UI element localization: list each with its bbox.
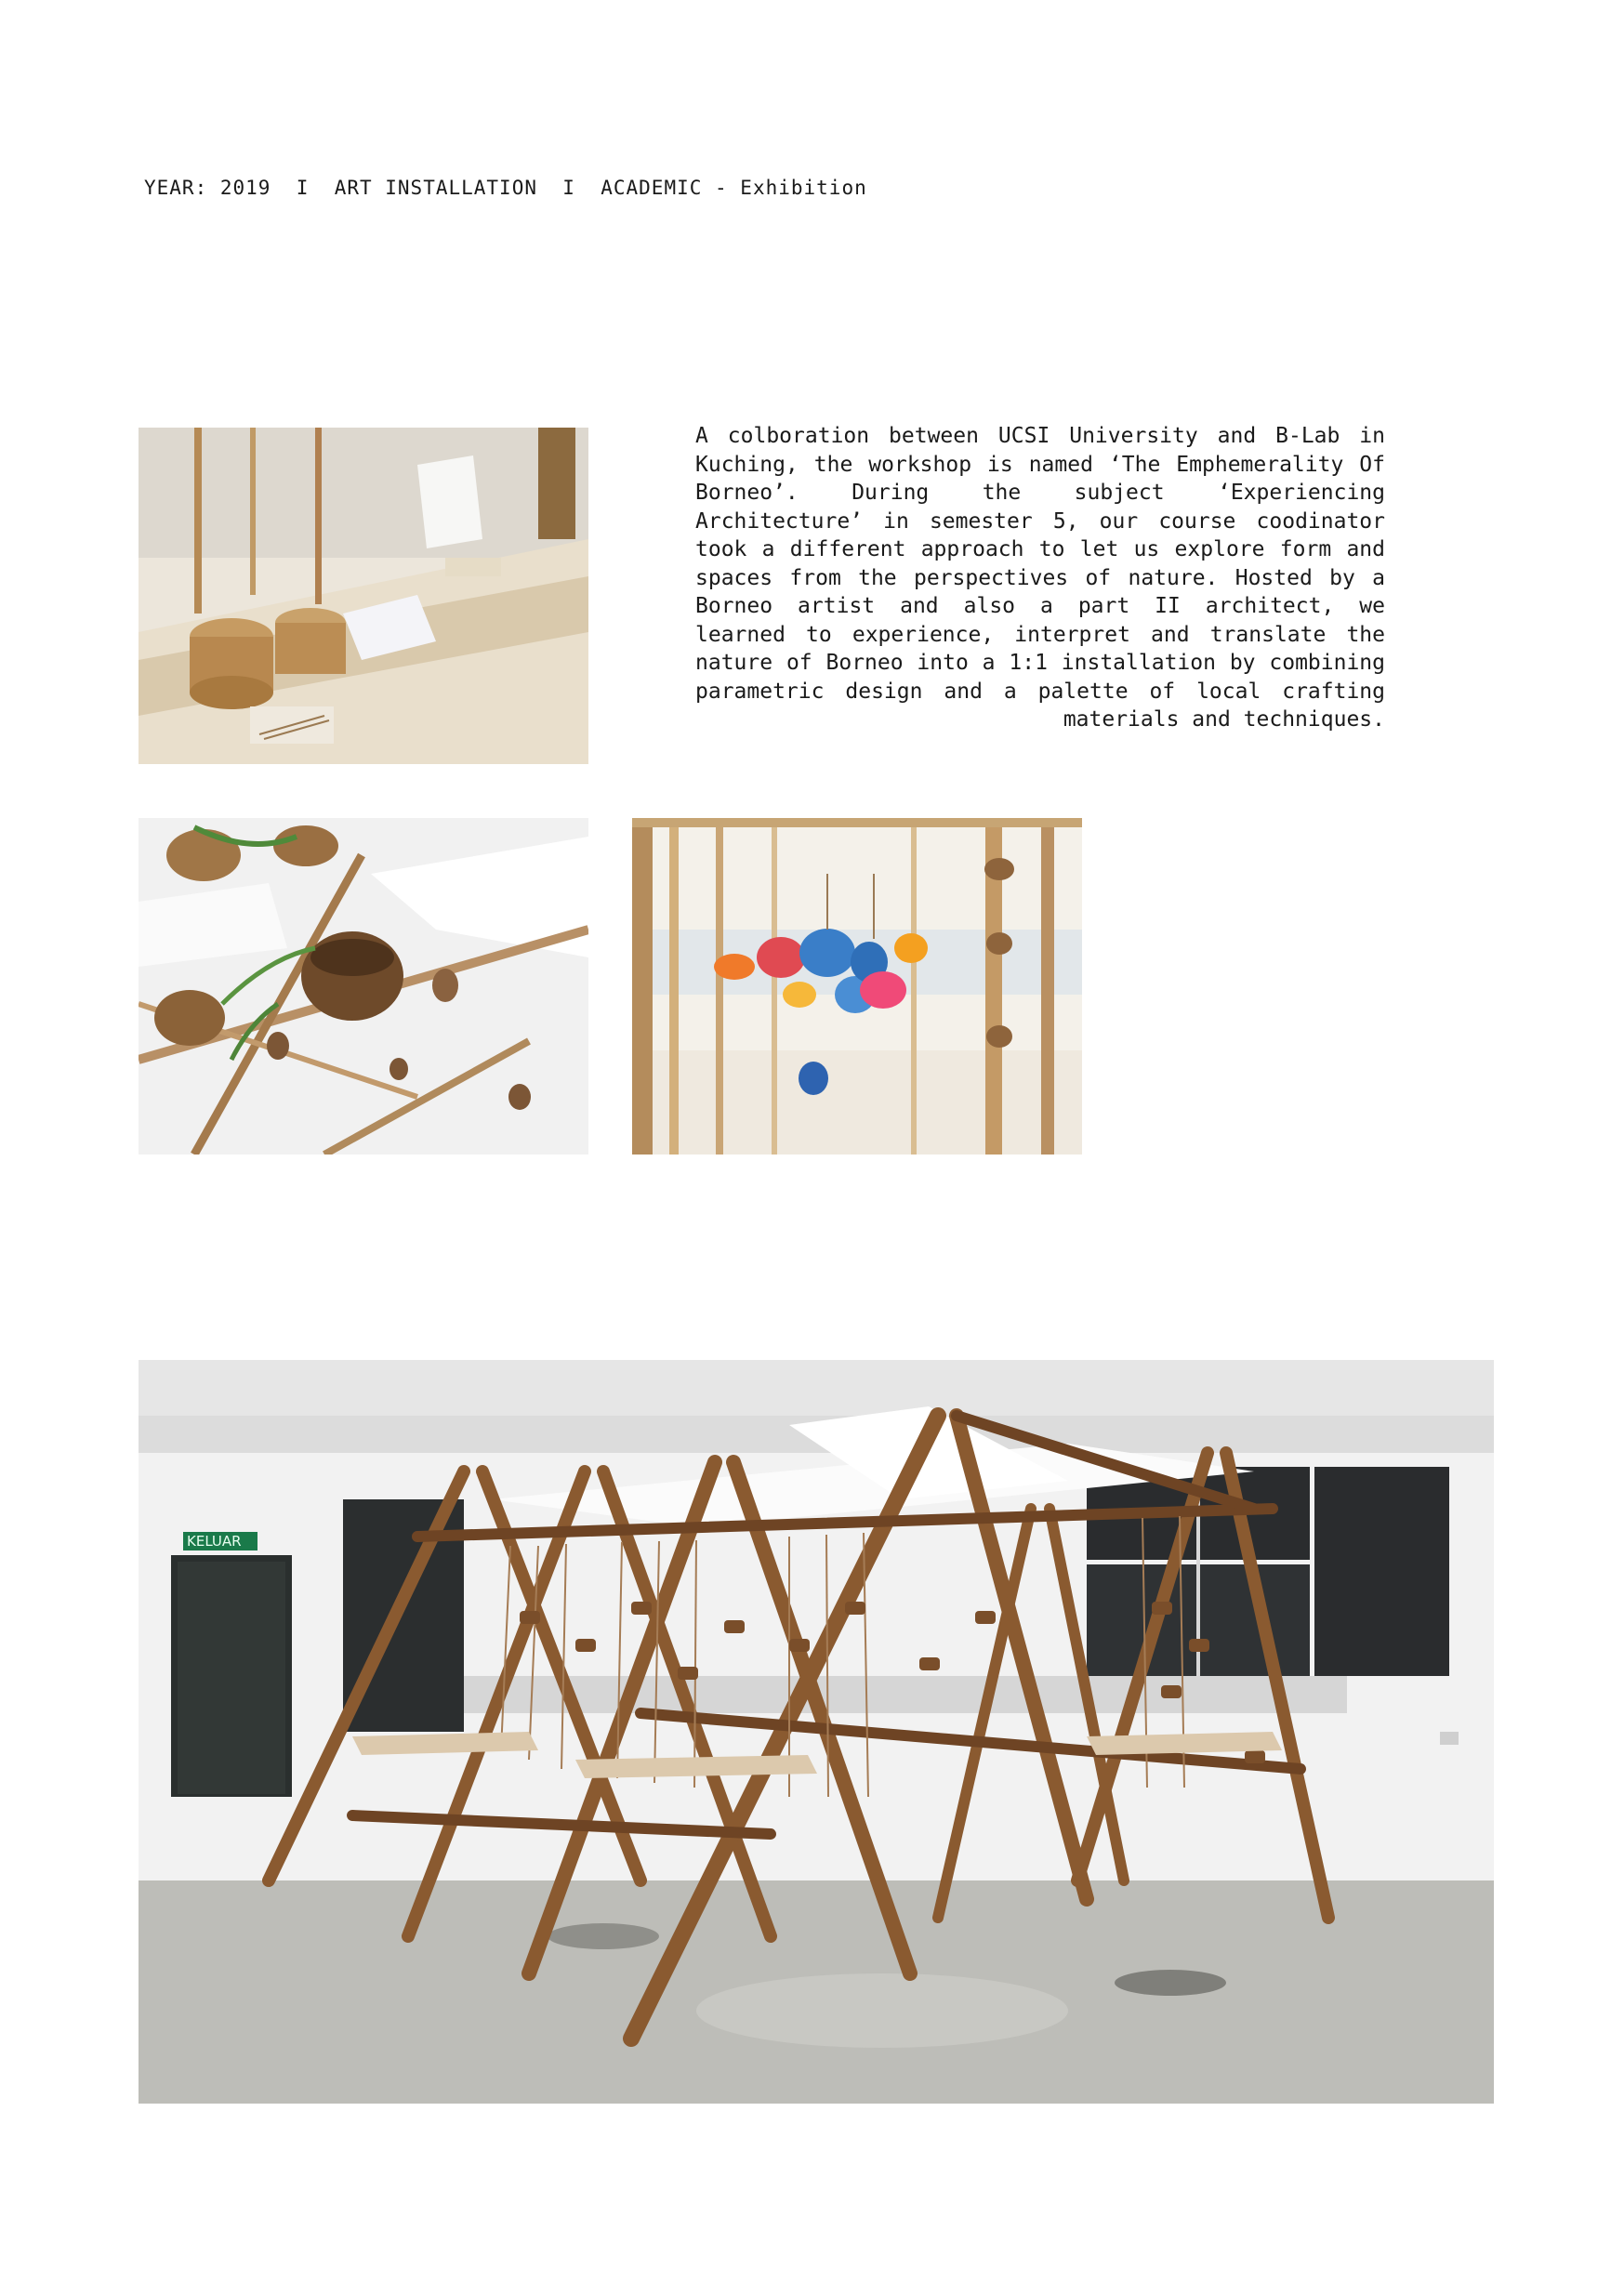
exit-sign-label: KELUAR: [187, 1533, 242, 1550]
header-separator: I: [296, 177, 310, 199]
photo-exhibition-models: [139, 428, 588, 764]
project-header: [144, 177, 867, 199]
photo-colorful-installation: [632, 818, 1082, 1155]
photo-bamboo-installation: [139, 1360, 1494, 2104]
header-separator: I: [562, 177, 575, 199]
header-year: YEAR: 2019: [144, 177, 271, 199]
header-category: ART INSTALLATION: [334, 177, 537, 199]
project-description: A colboration between UCSI University and B-Lab in Kuching, the workshop is named ‘The Emphemerality Of Borneo’. During the subject ‘Experiencing Architecture’ in semester 5, our course coodinator took a different approach to let us explore form and spaces from the perspectives of nature. Hosted by a Borneo artist and also a part II architect, we learned to experience, interpret and translate the nature of Borneo into a 1:1 installation by combining parametric design and a palette of local crafting materials and techniques.: [695, 424, 1385, 732]
photo-hanging-planters: [139, 818, 588, 1155]
header-type: ACADEMIC - Exhibition: [601, 177, 867, 199]
